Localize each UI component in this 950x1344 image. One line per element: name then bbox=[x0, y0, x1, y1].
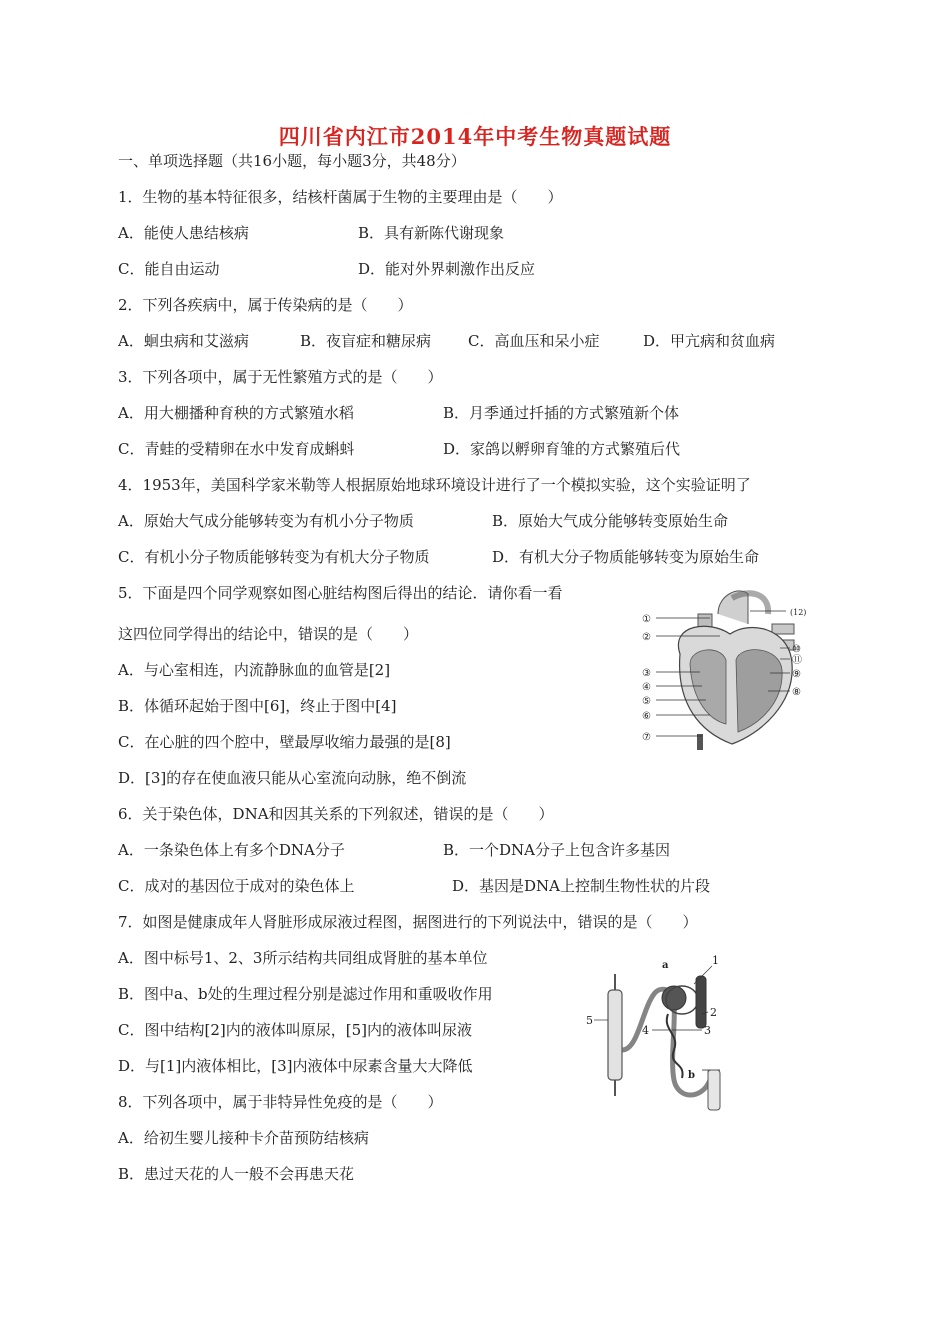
q5-option-b: B．体循环起始于图中[6]，终止于图中[4] bbox=[118, 697, 397, 715]
nephron-diagram bbox=[582, 950, 742, 1120]
q7-option-c: C．图中结构[2]内的液体叫原尿，[5]内的液体叫尿液 bbox=[118, 1021, 472, 1039]
q2-option-d: D．甲亢病和贫血病 bbox=[643, 332, 776, 350]
q7-option-b: B．图中a、b处的生理过程分别是滤过作用和重吸收作用 bbox=[118, 985, 493, 1003]
q1-option-a: A．能使人患结核病 bbox=[118, 224, 249, 242]
nephron-label-2: 2 bbox=[710, 1006, 717, 1019]
q6-option-a: A．一条染色体上有多个DNA分子 bbox=[118, 841, 345, 859]
q4-option-d: D．有机大分子物质能够转变为原始生命 bbox=[492, 548, 760, 566]
heart-label-6: ⑥ bbox=[642, 711, 651, 722]
nephron-label-b: b bbox=[688, 1070, 695, 1081]
q2-option-b: B．夜盲症和糖尿病 bbox=[300, 332, 432, 350]
q1-option-c: C．能自由运动 bbox=[118, 260, 220, 278]
heart-label-8: ⑧ bbox=[792, 687, 801, 698]
heart-label-9: ⑨ bbox=[792, 669, 801, 680]
question-1: 1．生物的基本特征很多，结核杆菌属于生物的主要理由是（ ） bbox=[118, 188, 563, 206]
q4-option-c: C．有机小分子物质能够转变为有机大分子物质 bbox=[118, 548, 430, 566]
q8-option-b: B．患过天花的人一般不会再患天花 bbox=[118, 1165, 355, 1183]
nephron-label-3: 3 bbox=[704, 1024, 711, 1037]
q6-option-b: B．一个DNA分子上包含许多基因 bbox=[443, 841, 671, 859]
heart-label-11: ⑪ bbox=[792, 655, 802, 666]
question-4: 4．1953年，美国科学家米勒等人根据原始地球环境设计进行了一个模拟实验，这个实验证明了 bbox=[118, 476, 751, 494]
question-6: 6．关于染色体，DNA和因其关系的下列叙述，错误的是（ ） bbox=[118, 805, 554, 823]
heart-label-1: ① bbox=[642, 614, 651, 625]
q7-option-d: D．与[1]内液体相比，[3]内液体中尿素含量大大降低 bbox=[118, 1057, 473, 1075]
heart-label-4: ④ bbox=[642, 682, 651, 693]
q2-option-a: A．蛔虫病和艾滋病 bbox=[118, 332, 249, 350]
heart-label-2: ② bbox=[642, 632, 651, 643]
q6-option-c: C．成对的基因位于成对的染色体上 bbox=[118, 877, 355, 895]
q4-option-b: B．原始大气成分能够转变原始生命 bbox=[492, 512, 729, 530]
q1-option-d: D．能对外界刺激作出反应 bbox=[358, 260, 536, 278]
q5-option-c: C．在心脏的四个腔中，壁最厚收缩力最强的是[8] bbox=[118, 733, 451, 751]
nephron-label-4: 4 bbox=[642, 1024, 649, 1037]
q7-option-a: A．图中标号1、2、3所示结构共同组成肾脏的基本单位 bbox=[118, 949, 488, 967]
question-5-stem-1: 5．下面是四个同学观察如图心脏结构图后得出的结论．请你看一看 bbox=[118, 584, 563, 602]
q3-option-c: C．青蛙的受精卵在水中发育成蝌蚪 bbox=[118, 440, 355, 458]
section-heading: 一、单项选择题（共16小题，每小题3分，共48分） bbox=[118, 152, 466, 170]
question-8: 8．下列各项中，属于非特异性免疫的是（ ） bbox=[118, 1093, 443, 1111]
nephron-label-5: 5 bbox=[586, 1014, 593, 1027]
question-3: 3．下列各项中，属于无性繁殖方式的是（ ） bbox=[118, 368, 443, 386]
heart-diagram bbox=[640, 584, 840, 754]
question-2: 2．下列各疾病中，属于传染病的是（ ） bbox=[118, 296, 413, 314]
question-5-stem-2: 这四位同学得出的结论中，错误的是（ ） bbox=[118, 625, 419, 643]
heart-label-7: ⑦ bbox=[642, 732, 651, 743]
nephron-label-a: a bbox=[662, 960, 669, 971]
q1-option-b: B．具有新陈代谢现象 bbox=[358, 224, 505, 242]
question-7: 7．如图是健康成年人肾脏形成尿液过程图，据图进行的下列说法中，错误的是（ ） bbox=[118, 913, 698, 931]
q8-option-a: A．给初生婴儿接种卡介苗预防结核病 bbox=[118, 1129, 369, 1147]
page-title: 四川省内江市2014年中考生物真题试题 bbox=[278, 124, 672, 149]
q4-option-a: A．原始大气成分能够转变为有机小分子物质 bbox=[118, 512, 414, 530]
q2-option-c: C．高血压和呆小症 bbox=[468, 332, 600, 350]
q5-option-a: A．与心室相连，内流静脉血的血管是[2] bbox=[118, 661, 391, 679]
heart-label-5: ⑤ bbox=[642, 696, 651, 707]
heart-label-10: ⑩ bbox=[792, 644, 801, 655]
nephron-label-1: 1 bbox=[712, 954, 719, 967]
q3-option-a: A．用大棚播种育秧的方式繁殖水稻 bbox=[118, 404, 354, 422]
q6-option-d: D．基因是DNA上控制生物性状的片段 bbox=[452, 877, 711, 895]
q3-option-b: B．月季通过扦插的方式繁殖新个体 bbox=[443, 404, 680, 422]
heart-label-12: (12) bbox=[790, 608, 807, 617]
heart-label-3: ③ bbox=[642, 668, 651, 679]
q5-option-d: D．[3]的存在使血液只能从心室流向动脉，绝不倒流 bbox=[118, 769, 467, 787]
q3-option-d: D．家鸽以孵卵育雏的方式繁殖后代 bbox=[443, 440, 681, 458]
